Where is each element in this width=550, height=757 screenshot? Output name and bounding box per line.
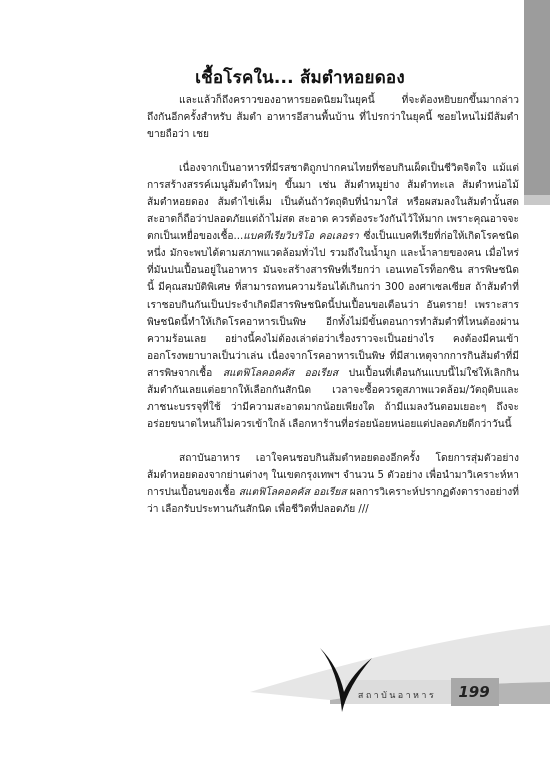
paragraph-text: เนื่องจากเป็นอาหารที่มีรสชาติถูกปากคนไทยที่ชอบกินเผ็ดเป็นชีวิตจิตใจ แม้แต่การสร้างสรรค์เมนูส้มตำใหม่ๆ ขึ้นมา เช่น ส้มตำหมูย่าง ส้มตำทะเล ส้มตำหน่อไม้ ส้มตำหอยดอง ส้มตำไข่เค็ม เป็นต้นถ้าวัตถุดิบที่นำมาใส่ หรือผสมลงในส้มตำนั้นสด สะอาดก็ถือว่าปลอดภัยแต่ถ้าไม่สด สะอาด ควรต้องระวังกันไว้ให้มาก เพราะคุณอาจจะตกเป็นเหยื่อของเชื้อ... — [147, 163, 519, 243]
article-title: เชื้อโรคใน... ส้มตำหอยดอง — [195, 68, 405, 88]
side-tab — [524, 0, 550, 195]
paragraph-text: ซึ่งเป็นแบคทีเรียที่ก่อให้เกิดโรคชนิดหนึ่ง มักจะพบได้ตามสภาพแวดล้อมทั่วไป รวมถึงในน้ำมูก และน้ำลายของคน เมื่อไหร่ที่มันปนเปื้อนอยู่ในอาหาร มันจะสร้างสารพิษที่เรียกว่า เอนเทอโรท็อกซิน สารพิษชนิดนี้ มีคุณสมบัติพิเศษ ที่สามารถทนความร้อนได้เกินกว่า 300 องศาเซลเซียส ถ้าส้มตำที่เราชอบกินกันเป็นประจำเกิดมีสารพิษชนิดนี้ปนเปื้อนขอเตือนว่า อันตราย! เพราะสารพิษชนิดนี้ทำให้เกิดโรคอาหารเป็นพิษ อีกทั้งไม่มีขั้นตอนการทำส้มตำที่ไหนต้องผ่านความร้อนเลย อย่างนี้คงไม่ต้องเล่าต่อว่าเรื่องราวจะเป็นอย่างไร คงต้องมีคนเข้าออกโรงพยาบาลเป็นว่าเล่น เนื่องจากโรคอาหารเป็นพิษ ที่มีสาเหตุจากการกินส้มตำที่มีสารพิษจากเชื้อ — [147, 231, 519, 379]
paragraph-text: ปนเปื้อนที่เตือนกันแบบนี้ไม่ใช่ให้เลิกกินส้มตำกันเลยแต่อยากให้เลือกกันสักนิด เวลาจะซื้อควรดูสภาพแวดล้อม/วัตถุดิบและภาชนะบรรจุที่ใช้ ว่ามีความสะอาดมากน้อยเพียงใด ถ้ามีแมลงวันตอมเยอะๆ ถึงจะอร่อยขนาดไหนก็ไม่ควรเข้าใกล้ เลือกหาร้านที่อร่อยน้อยหน่อยแต่ปลอดภัยดีกว่าวันนี้ — [147, 367, 519, 430]
article-body — [147, 92, 519, 518]
italic-term: สแตฟิโลคอคคัส ออเรียส — [238, 486, 347, 498]
article-paragraph — [147, 92, 519, 143]
page-number: 199 — [458, 683, 490, 701]
article-paragraph — [147, 450, 519, 518]
paragraph-text: ผลการวิเคราะห์ปรากฏดังตารางอย่างที่ว่า เลือกรับประทานกันสักนิด เพื่อชีวิตที่ปลอดภัย /// — [147, 486, 519, 516]
article-paragraph — [147, 160, 519, 433]
paragraph-text: สถาบันอาหาร เอาใจคนชอบกินส้มตำหอยดองอีกครั้ง โดยการสุ่มตัวอย่างส้มตำหอยดองจากย่านต่างๆ ในเขตกรุงเทพฯ จำนวน 5 ตัวอย่าง เพื่อนำมาวิเคราะห์หาการปนเปื้อนของเชื้อ — [147, 452, 519, 498]
italic-term: แบคทีเรียวิบริโอ คอเลอรา — [243, 231, 359, 243]
side-tab-cap — [524, 195, 550, 205]
footer-band — [0, 600, 550, 757]
italic-term: สแตฟิโลคอคคัส ออเรียส — [222, 367, 338, 379]
footer-brand: สถาบันอาหาร — [357, 691, 437, 701]
paragraph-text: และแล้วก็ถึงคราวของอาหารยอดนิยมในยุคนี้ ที่จะต้องหยิบยกขึ้นมากล่าวถึงกันอีกครั้งสำหรับ ส้มตำ อาหารอีสานพื้นบ้าน ที่ไปรกว่าในยุคนี้ ซอยไหนไม่มีส้มตำขายถือว่า เชย — [147, 95, 519, 141]
